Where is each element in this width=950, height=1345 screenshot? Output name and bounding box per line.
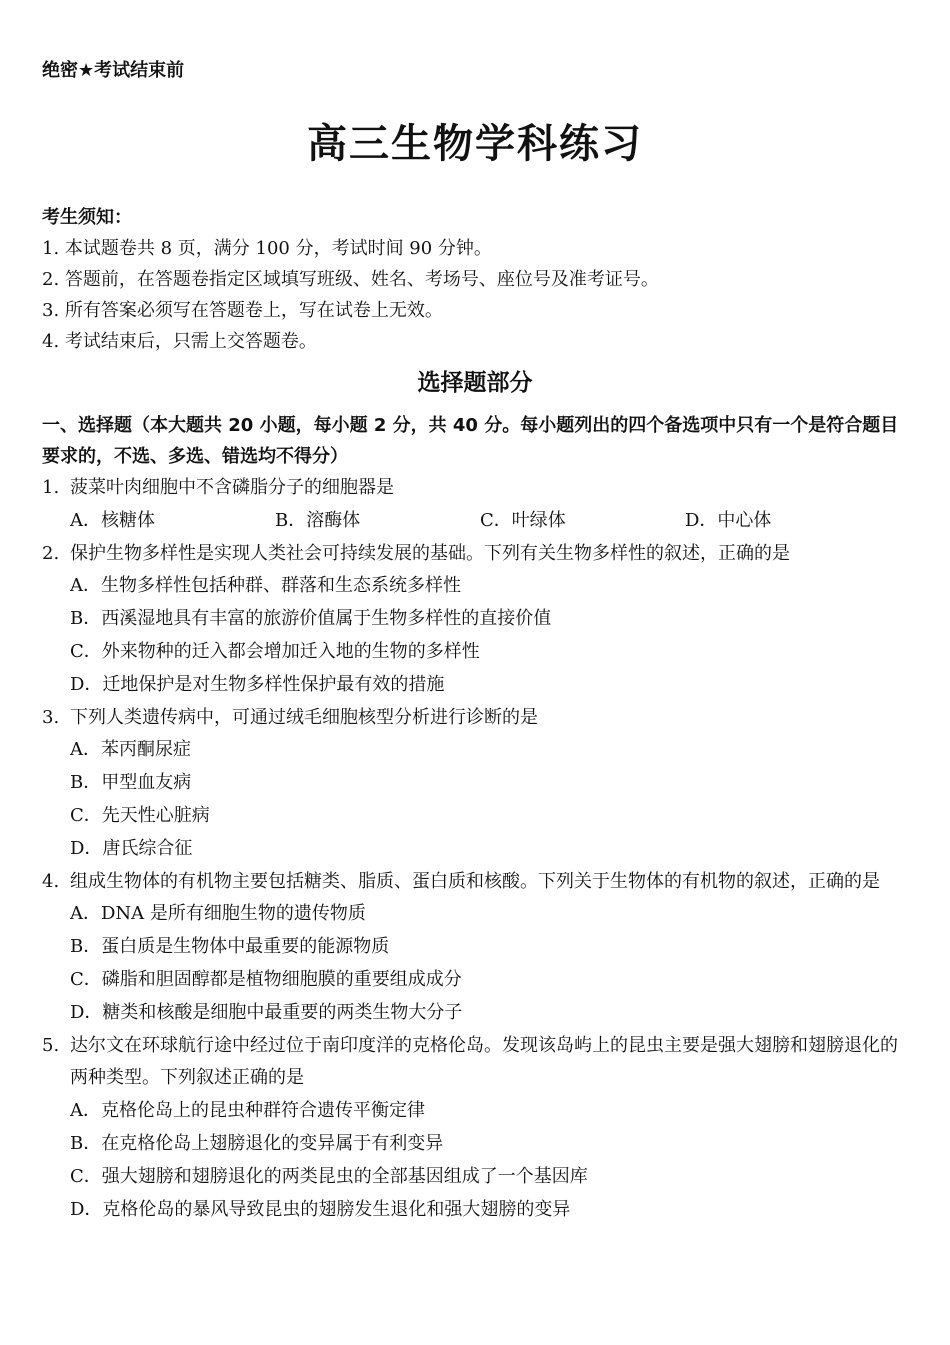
candidate-notice: [42, 202, 659, 357]
question: [42, 1030, 914, 1227]
option: A．克格伦岛上的昆虫种群符合遗传平衡定律: [70, 1100, 425, 1122]
question-stem: [42, 866, 914, 899]
option: D．糖类和核酸是细胞中最重要的两类生物大分子: [70, 1001, 463, 1023]
option: C．先天性心脏病: [70, 804, 210, 826]
notice-item: 4. 考试结束后，只需上交答题卷。: [42, 331, 317, 352]
question-text: 组成生物体的有机物主要包括糖类、脂质、蛋白质和核酸。下列关于生物体的有机物的叙述，正确的是: [70, 870, 880, 892]
option: B．溶酶体: [275, 509, 361, 531]
option: D．克格伦岛的暴风导致昆虫的翅膀发生退化和强大翅膀的变异: [70, 1198, 571, 1220]
notice-item: 1. 本试题卷共 8 页，满分 100 分，考试时间 90 分钟。: [42, 238, 492, 259]
question-text: 达尔文在环球航行途中经过位于南印度洋的克格伦岛。发现该岛屿上的昆虫主要是强大翅膀和翅膀退化的两种类型。下列叙述正确的是: [70, 1034, 898, 1089]
option: C．磷脂和胆固醇都是植物细胞膜的重要组成成分: [70, 968, 462, 990]
option: A．苯丙酮尿症: [70, 739, 191, 761]
question: [42, 472, 914, 538]
option: C．叶绿体: [480, 509, 566, 531]
option-row: [42, 505, 914, 538]
question-number: 5.: [42, 1034, 60, 1056]
confidential-label: 绝密★考试结束前: [42, 60, 185, 81]
question-number: 3.: [42, 706, 60, 728]
option: A．生物多样性包括种群、群落和生态系统多样性: [70, 575, 461, 597]
option: A．核糖体: [70, 509, 155, 531]
question-stem: [42, 1030, 914, 1096]
option: D．唐氏综合征: [70, 837, 193, 859]
question-number: 4.: [42, 870, 60, 892]
question-stem: [42, 702, 914, 735]
option: B．蛋白质是生物体中最重要的能源物质: [70, 936, 390, 958]
question-text: 菠菜叶肉细胞中不含磷脂分子的细胞器是: [70, 477, 394, 498]
question: [42, 702, 914, 866]
question-text: 保护生物多样性是实现人类社会可持续发展的基础。下列有关生物多样性的叙述，正确的是: [70, 542, 790, 564]
question: [42, 538, 914, 702]
notice-heading: 考生须知：: [42, 207, 132, 228]
option: B．在克格伦岛上翅膀退化的变异属于有利变异: [70, 1132, 444, 1154]
question-list: [42, 472, 914, 1226]
section-instructions: 一、选择题（本大题共 20 小题，每小题 2 分，共 40 分。每小题列出的四个备选项中只有一个是符合题目要求的，不选、多选、错选均不得分）: [42, 415, 899, 467]
section-title: 选择题部分: [417, 370, 533, 396]
option: D．中心体: [685, 509, 772, 531]
notice-item: 3. 所有答案必须写在答题卷上，写在试卷上无效。: [42, 300, 443, 321]
question: [42, 866, 914, 1030]
option: C．外来物种的迁入都会增加迁入地的生物的多样性: [70, 640, 480, 662]
question-number: 1.: [42, 477, 60, 498]
question-text: 下列人类遗传病中，可通过绒毛细胞核型分析进行诊断的是: [70, 706, 538, 728]
option: B．甲型血友病: [70, 772, 192, 794]
option: B．西溪湿地具有丰富的旅游价值属于生物多样性的直接价值: [70, 608, 552, 630]
page-title: 高三生物学科练习: [307, 121, 643, 167]
option: C．强大翅膀和翅膀退化的两类昆虫的全部基因组成了一个基因库: [70, 1165, 588, 1187]
notice-item: 2. 答题前，在答题卷指定区域填写班级、姓名、考场号、座位号及准考证号。: [42, 269, 659, 290]
option: D．迁地保护是对生物多样性保护最有效的措施: [70, 673, 445, 695]
question-number: 2.: [42, 542, 60, 564]
option: A．DNA 是所有细胞生物的遗传物质: [70, 903, 366, 925]
question-stem: [42, 538, 914, 571]
question-stem: [42, 472, 914, 505]
